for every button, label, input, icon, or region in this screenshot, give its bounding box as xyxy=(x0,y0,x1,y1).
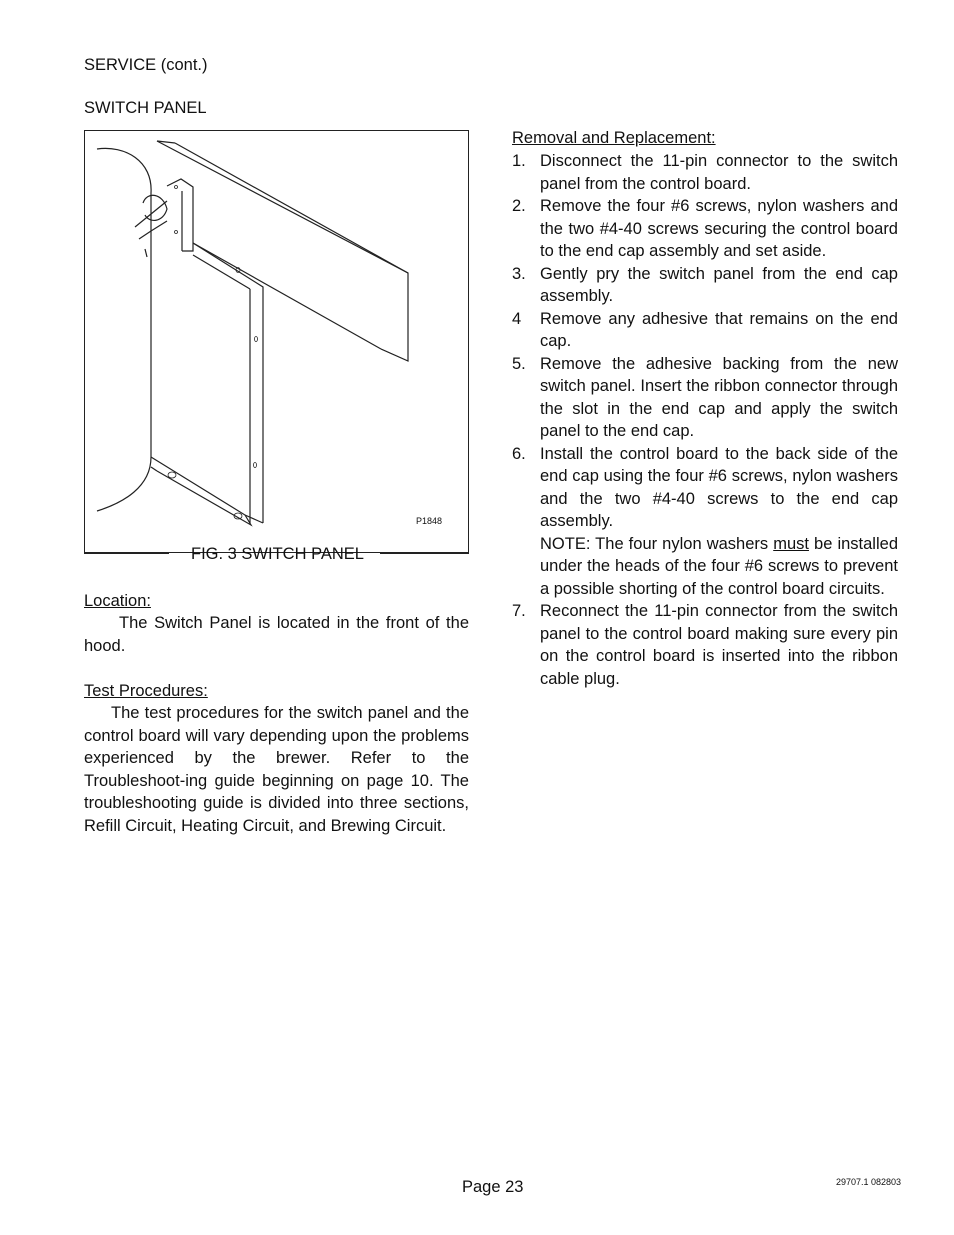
switch-panel-illustration xyxy=(85,131,470,554)
step-text: Remove the adhesive backing from the new switch panel. Insert the ribbon connector through the slot in the end cap and apply the switch panel to the end cap. xyxy=(540,354,898,440)
step-number: 6. xyxy=(512,444,526,463)
step-number: 2. xyxy=(512,197,526,215)
note-suffix: be installed under the heads of the four #6 screws to prevent a possible shorting of the control board circuits. xyxy=(540,534,898,598)
section-header: SERVICE (cont.) xyxy=(84,56,208,74)
step-text: Install the control board to the back side of the end cap using the four #6 screws, nylon washers and the two #4-40 screws to the end cap assembly. xyxy=(540,444,898,530)
test-procedures-text: The test procedures for the switch panel and the control board will vary depending upon the problems experienced by the brewer. Refer to the Troubleshoot-ing guide beginning on page 10. The troubleshooting guide is divided into three sections, Refill Circuit, Heating Circuit, and Brewing Circuit. xyxy=(84,704,469,835)
location-text: The Switch Panel is located in the front of the hood. xyxy=(84,614,469,655)
step-number: 4 xyxy=(512,309,522,328)
step-item xyxy=(512,353,898,443)
removal-steps-list xyxy=(512,150,898,690)
step-item xyxy=(512,150,898,195)
step-number: 1. xyxy=(512,152,526,170)
step-number: 3. xyxy=(512,264,526,283)
step-item xyxy=(512,195,898,263)
figure-caption-row xyxy=(84,543,469,565)
step-text: Disconnect the 11-pin connector to the switch panel from the control board. xyxy=(540,152,898,193)
step-item xyxy=(512,443,898,601)
step-number: 7. xyxy=(512,602,526,620)
step-text: Remove the four #6 screws, nylon washers and the two #4-40 screws securing the control board to the end cap assembly and set aside. xyxy=(540,197,898,260)
document-code: 29707.1 082803 xyxy=(836,1177,902,1187)
step-note xyxy=(540,533,898,601)
figure-code: P1848 xyxy=(416,516,443,526)
step-text: Gently pry the switch panel from the end cap assembly. xyxy=(540,264,898,305)
step-item xyxy=(512,308,898,353)
note-emphasis: must xyxy=(773,534,809,553)
step-item xyxy=(512,600,898,690)
step-text: Reconnect the 11-pin connector from the switch panel to the control board making sure every pin on the control board is inserted into the ribbon cable plug. xyxy=(540,602,898,688)
switch-panel-figure xyxy=(84,130,469,553)
note-prefix: NOTE: The four nylon washers xyxy=(540,534,774,553)
caption-rule-left xyxy=(84,553,169,554)
location-heading: Location: xyxy=(84,592,151,610)
step-number: 5. xyxy=(512,354,526,373)
caption-rule-right xyxy=(380,553,469,554)
step-text: Remove any adhesive that remains on the end cap. xyxy=(540,309,898,350)
test-procedures-heading: Test Procedures: xyxy=(84,682,208,700)
step-item xyxy=(512,263,898,308)
page-number: Page 23 xyxy=(462,1178,524,1196)
figure-caption: FIG. 3 SWITCH PANEL xyxy=(191,545,364,563)
removal-heading: Removal and Replacement: xyxy=(512,129,716,147)
subsection-header: SWITCH PANEL xyxy=(84,99,207,117)
